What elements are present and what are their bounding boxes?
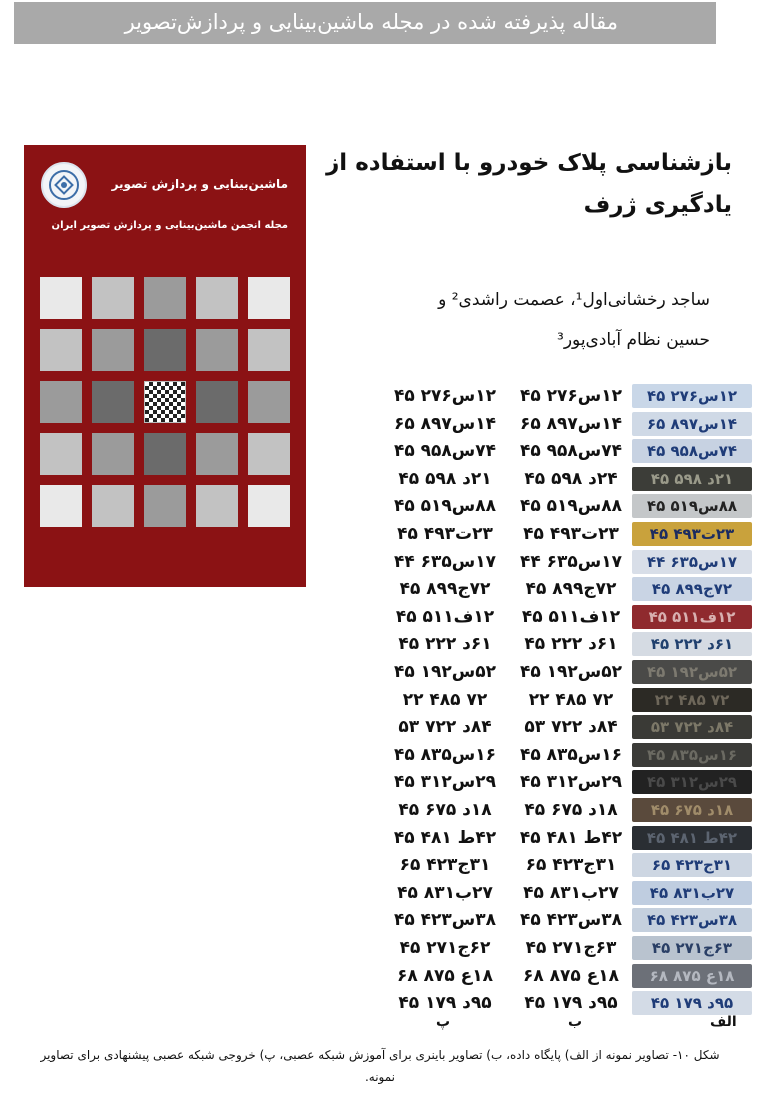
binary-plate-text: ۴۲ط ۴۸۱ ۴۵ [519,827,623,848]
plate-photo: ۷۲ ۴۸۵ ۲۲ [632,688,752,712]
network-output-text: ۵۲س۱۹۲ ۴۵ [393,662,497,682]
network-output-text: ۷۲ ۴۸۵ ۲۲ [402,689,488,710]
binary-plate-text: ۲۴د ۵۹۸ ۴۵ [524,468,618,489]
binary-plate-text: ۳۸س۴۲۳ ۴۵ [519,910,623,931]
plate-photo: ۹۵د ۱۷۹ ۴۵ [632,991,752,1015]
binary-plate-text: ۱۸ع ۸۷۵ ۶۸ [522,965,620,986]
binary-plate-text: ۹۵د ۱۷۹ ۴۵ [524,993,618,1014]
network-output-text: ۱۸د ۶۷۵ ۴۵ [398,800,492,820]
plate-row [0,410,780,438]
plate-photo: ۱۲س۲۷۶ ۴۵ [632,384,752,408]
plate-photo: ۱۷س۶۳۵ ۴۴ [632,550,752,574]
plate-photo: ۶۱د ۲۲۲ ۴۵ [632,632,752,656]
authors-line-2: حسین نظام آبادی‌پور³ [557,330,710,350]
plate-photo: ۱۴س۸۹۷ ۶۵ [632,412,752,436]
plate-photo: ۶۳ج۲۷۱ ۴۵ [632,936,752,960]
cover-journal-subtitle: مجله انجمن ماشین‌بینایی و پردازش تصویر ایران [51,220,288,231]
mosaic-tile [40,329,82,371]
column-label-a: الف [710,1014,737,1030]
authors [380,280,710,360]
plate-photo: ۳۸س۴۲۳ ۴۵ [632,908,752,932]
network-output-text: ۶۲ج۲۷۱ ۴۵ [399,938,491,958]
plate-row [0,382,780,410]
journal-banner: مقاله پذیرفته شده در مجله ماشین‌بینایی و پردازش‌تصویر [14,2,716,44]
plate-photo: ۵۲س۱۹۲ ۴۵ [632,660,752,684]
binary-plate-text: ۱۶س۸۳۵ ۴۵ [519,744,623,765]
plate-photo: ۷۴س۹۵۸ ۴۵ [632,439,752,463]
network-output-text: ۶۱د ۲۲۲ ۴۵ [398,634,492,655]
plate-row [0,989,780,1017]
network-output-text: ۷۲ج۸۹۹ ۴۵ [399,579,491,600]
network-output-text: ۱۴س۸۹۷ ۶۵ [393,413,497,434]
network-output-text: ۴۲ط ۴۸۱ ۴۵ [393,827,497,848]
plate-row [0,630,780,658]
mosaic-tile [196,277,238,319]
network-output-text: ۲۹س۳۱۲ ۴۵ [393,772,497,793]
plate-photo: ۸۴د ۷۲۲ ۵۳ [632,715,752,739]
plate-photo: ۴۲ط ۴۸۱ ۴۵ [632,826,752,850]
journal-logo [41,162,87,208]
authors-line-1: ساجد رخشانی‌اول¹، عصمت راشدی² و [438,290,710,310]
binary-plate-text: ۶۱د ۲۲۲ ۴۵ [524,634,618,655]
plate-row [0,906,780,934]
cover-journal-title: ماشین‌بینایی و پردازش تصویر [111,177,288,191]
network-output-text: ۱۶س۸۳۵ ۴۵ [393,744,497,765]
plate-photo: ۸۸س۵۱۹ ۴۵ [632,494,752,518]
binary-plate-text: ۲۹س۳۱۲ ۴۵ [519,772,623,793]
mosaic-tile [144,329,186,371]
plate-row [0,603,780,631]
plate-photo: ۱۸ع ۸۷۵ ۶۸ [632,964,752,988]
binary-plate-text: ۶۳ج۲۷۱ ۴۵ [525,938,617,958]
plate-row [0,465,780,493]
plate-row [0,713,780,741]
plate-row [0,492,780,520]
network-output-text: ۱۲س۲۷۶ ۴۵ [393,386,497,406]
column-label-p: پ [436,1014,451,1030]
binary-plate-text: ۱۲س۲۷۶ ۴۵ [519,386,623,406]
binary-plate-text: ۷۴س۹۵۸ ۴۵ [519,441,623,462]
binary-plate-text: ۲۳ت۴۹۳ ۴۵ [523,524,619,544]
plate-row [0,520,780,548]
network-output-text: ۱۸ع ۸۷۵ ۶۸ [396,965,494,986]
binary-plate-text: ۸۴د ۷۲۲ ۵۳ [524,717,618,738]
binary-plate-text: ۱۷س۶۳۵ ۴۴ [519,551,623,572]
plate-photo: ۲۱د ۵۹۸ ۴۵ [632,467,752,491]
plate-row [0,851,780,879]
plate-photo: ۲۳ت۴۹۳ ۴۵ [632,522,752,546]
plate-row [0,437,780,465]
plate-photo: ۲۹س۳۱۲ ۴۵ [632,770,752,794]
article-title: بازشناسی پلاک خودرو با استفاده از یادگیری ژرف [326,150,732,218]
network-output-text: ۷۴س۹۵۸ ۴۵ [393,441,497,462]
mosaic-tile [144,277,186,319]
plate-row [0,962,780,990]
binary-plate-text: ۸۸س۵۱۹ ۴۵ [519,496,623,517]
figure-caption: شکل ۱۰- تصاویر نمونه از الف) پایگاه داده، ب) تصاویر باینری برای آموزش شبکه عصبی، پ) خروجی شبکه عصبی پیشنهادی برای تصاویر نمونه. [40,1048,720,1084]
network-output-text: ۱۲ف۵۱۱ ۴۵ [395,606,495,627]
plate-row [0,741,780,769]
network-output-text: ۳۸س۴۲۳ ۴۵ [393,910,497,931]
binary-plate-text: ۲۷ب۸۳۱ ۴۵ [523,882,619,903]
network-output-text: ۸۴د ۷۲۲ ۵۳ [398,717,492,738]
mosaic-tile [248,277,290,319]
plate-row [0,824,780,852]
plate-photo: ۱۶س۸۳۵ ۴۵ [632,743,752,767]
binary-plate-text: ۵۲س۱۹۲ ۴۵ [519,662,623,682]
network-output-text: ۱۷س۶۳۵ ۴۴ [393,551,497,572]
plate-photo: ۱۲ف۵۱۱ ۴۵ [632,605,752,629]
binary-plate-text: ۱۲ف۵۱۱ ۴۵ [521,606,621,627]
mosaic-tile [196,329,238,371]
network-output-text: ۹۵د ۱۷۹ ۴۵ [398,993,492,1014]
plate-row [0,548,780,576]
plate-row [0,575,780,603]
plate-row [0,658,780,686]
mosaic-tile [92,329,134,371]
column-label-b: ب [568,1014,583,1030]
network-output-text: ۸۸س۵۱۹ ۴۵ [393,496,497,517]
plate-photo: ۳۱ج۴۲۳ ۶۵ [632,853,752,877]
plate-row [0,934,780,962]
network-output-text: ۳۱ج۴۲۳ ۶۵ [399,855,491,876]
plate-row [0,879,780,907]
mosaic-tile [92,277,134,319]
binary-plate-text: ۱۸د ۶۷۵ ۴۵ [524,800,618,820]
plate-row [0,686,780,714]
plate-photo: ۱۸د ۶۷۵ ۴۵ [632,798,752,822]
plate-photo: ۲۷ب۸۳۱ ۴۵ [632,881,752,905]
binary-plate-text: ۷۲ج۸۹۹ ۴۵ [525,579,617,600]
plate-row [0,768,780,796]
binary-plate-text: ۷۲ ۴۸۵ ۲۲ [528,689,614,710]
network-output-text: ۲۳ت۴۹۳ ۴۵ [397,524,493,544]
mosaic-tile [40,277,82,319]
plate-photo: ۷۲ج۸۹۹ ۴۵ [632,577,752,601]
network-output-text: ۲۷ب۸۳۱ ۴۵ [397,882,493,903]
mosaic-tile [248,329,290,371]
network-output-text: ۲۱د ۵۹۸ ۴۵ [398,468,492,489]
binary-plate-text: ۳۱ج۴۲۳ ۶۵ [525,855,617,876]
binary-plate-text: ۱۴س۸۹۷ ۶۵ [519,413,623,434]
plate-row [0,796,780,824]
